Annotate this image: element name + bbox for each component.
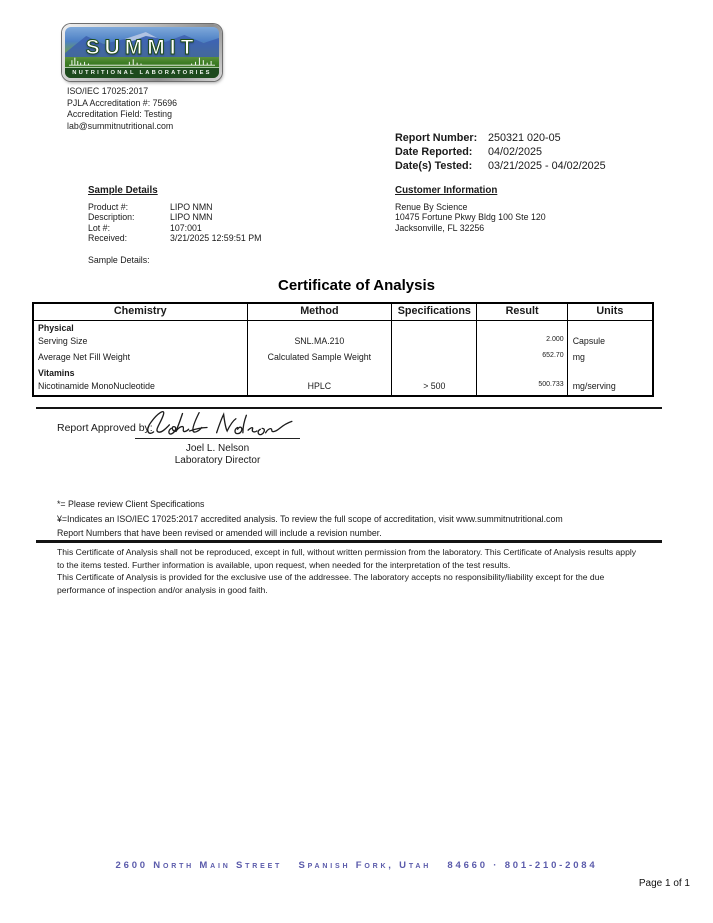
logo-tagline: NUTRITIONAL LABORATORIES bbox=[65, 67, 219, 78]
sample-detail-label: Description: bbox=[88, 212, 135, 223]
report-info-label: Report Number: bbox=[395, 132, 478, 144]
cell-result: 652.70 bbox=[476, 350, 566, 366]
cell-units bbox=[567, 321, 652, 334]
cell-units: mg/serving bbox=[567, 379, 652, 395]
footnote-line: ¥=Indicates an ISO/IEC 17025:2017 accredited analysis. To review the full scope of accreditation, visit www.summitnutritional.com bbox=[57, 513, 563, 524]
table-row bbox=[34, 350, 652, 366]
accreditation-block bbox=[67, 86, 177, 132]
disclaimer-line: This Certificate of Analysis is provided for the exclusive use of the addressee. The laboratory accepts no responsibility/liability except for the due bbox=[57, 572, 605, 583]
sample-detail-value: 107:001 bbox=[170, 222, 202, 233]
report-info-value: 03/21/2025 - 04/02/2025 bbox=[488, 160, 606, 173]
sample-details-extra-label: Sample Details: bbox=[88, 255, 150, 265]
report-info-row bbox=[395, 159, 606, 173]
cell-method: HPLC bbox=[247, 379, 392, 395]
sample-detail-value: 3/21/2025 12:59:51 PM bbox=[170, 233, 262, 244]
cell-method: Calculated Sample Weight bbox=[247, 350, 392, 366]
cell-result: 500.733 bbox=[476, 379, 566, 395]
sample-details-heading: Sample Details bbox=[88, 185, 158, 196]
page-number: Page 1 of 1 bbox=[638, 878, 690, 889]
cell-specifications bbox=[391, 350, 476, 366]
table-header-cell: Units bbox=[567, 304, 652, 320]
disclaimer-line: This Certificate of Analysis shall not be reproduced, except in full, without written permission from the laboratory. This Certificate of Analysis results apply bbox=[57, 547, 637, 557]
cell-result bbox=[476, 321, 566, 334]
disclaimer-line: to the items tested. Further information is available, upon request, when needed for the interpretation of the test results. bbox=[57, 559, 511, 570]
accreditation-line: Accreditation Field: Testing bbox=[67, 109, 172, 120]
divider-after-table bbox=[36, 407, 662, 409]
sample-detail-row bbox=[88, 233, 261, 244]
cell-result: 2.000 bbox=[476, 334, 566, 350]
disclaimer-line: performance of inspection and/or analysis in good faith. bbox=[57, 584, 268, 595]
table-header-cell: Chemistry bbox=[113, 305, 167, 317]
customer-info-lines bbox=[395, 202, 546, 234]
logo-brand: SUMMIT bbox=[85, 36, 199, 59]
footnote-line: *= Please review Client Specifications bbox=[57, 499, 205, 509]
report-info-value: 04/02/2025 bbox=[488, 146, 543, 159]
sample-detail-row bbox=[88, 202, 261, 213]
table-row bbox=[34, 321, 652, 334]
sample-details-block bbox=[88, 186, 261, 244]
signer-title: Laboratory Director bbox=[174, 454, 261, 466]
cell-chemistry: Nicotinamide MonoNucleotide bbox=[38, 380, 155, 391]
summit-logo bbox=[62, 24, 222, 81]
signer-block bbox=[135, 443, 300, 466]
signer-name: Joel L. Nelson bbox=[185, 443, 250, 454]
sample-detail-label: Received: bbox=[88, 233, 128, 244]
logo-landscape bbox=[65, 27, 219, 78]
chromatogram-peaks-icon bbox=[69, 56, 215, 66]
cell-method bbox=[247, 366, 392, 379]
table-header-row bbox=[34, 304, 652, 321]
cell-specifications bbox=[391, 334, 476, 350]
disclaimer-block bbox=[57, 546, 636, 596]
cell-chemistry: Average Net Fill Weight bbox=[38, 351, 131, 362]
accreditation-line: PJLA Accreditation #: 75696 bbox=[67, 97, 178, 108]
sample-detail-row bbox=[88, 212, 261, 223]
report-info-value: 250321 020-05 bbox=[488, 132, 561, 144]
sample-detail-label: Product #: bbox=[88, 201, 129, 212]
cell-method bbox=[247, 321, 392, 334]
signature-line bbox=[135, 403, 300, 439]
customer-info-heading: Customer Information bbox=[395, 185, 498, 196]
customer-info-line: Jacksonville, FL 32256 bbox=[395, 222, 485, 233]
divider-before-disclaimer bbox=[36, 540, 662, 543]
sample-detail-label: Lot #: bbox=[88, 222, 111, 233]
sample-detail-row bbox=[88, 223, 261, 234]
footnotes-block bbox=[57, 497, 563, 541]
cell-units bbox=[567, 366, 652, 379]
footnote-line: Report Numbers that have been revised or amended will include a revision number. bbox=[57, 528, 382, 539]
report-info-label: Date(s) Tested: bbox=[395, 160, 473, 173]
results-table bbox=[32, 302, 654, 397]
customer-info-block bbox=[395, 186, 546, 233]
footer-address: 2600 North Main Street Spanish Fork, Utah 84660 · 801-210-2084 bbox=[115, 860, 598, 871]
accreditation-line: ISO/IEC 17025:2017 bbox=[67, 86, 149, 96]
cell-specifications bbox=[391, 366, 476, 379]
sample-details-rows bbox=[88, 202, 261, 244]
table-row bbox=[34, 379, 652, 395]
customer-info-line: Renue By Science bbox=[395, 201, 468, 212]
table-body bbox=[34, 321, 652, 395]
cell-chemistry: Physical bbox=[38, 322, 74, 333]
table-row bbox=[34, 334, 652, 350]
sample-detail-value: LIPO NMN bbox=[170, 201, 213, 212]
page-title: Certificate of Analysis bbox=[278, 277, 435, 294]
customer-info-line: 10475 Fortune Pkwy Bldg 100 Ste 120 bbox=[395, 212, 546, 223]
sample-detail-value: LIPO NMN bbox=[170, 212, 213, 223]
cell-specifications bbox=[391, 321, 476, 334]
table-row bbox=[34, 366, 652, 379]
cell-chemistry: Serving Size bbox=[38, 335, 88, 346]
cell-chemistry: Vitamins bbox=[38, 367, 75, 378]
cell-units: Capsule bbox=[567, 334, 652, 350]
report-info-block bbox=[395, 131, 606, 174]
cell-result bbox=[476, 366, 566, 379]
report-info-label: Date Reported: bbox=[395, 146, 473, 159]
signature-joel-nelson bbox=[135, 403, 300, 438]
cell-specifications: > 500 bbox=[391, 379, 476, 395]
report-info-row bbox=[395, 145, 606, 159]
report-info-row bbox=[395, 131, 606, 145]
cell-method: SNL.MA.210 bbox=[247, 334, 392, 350]
cell-units: mg bbox=[567, 350, 652, 366]
report-approved-by-label: Report Approved by: bbox=[57, 422, 153, 434]
accreditation-line: lab@summitnutritional.com bbox=[67, 120, 174, 131]
table-header-cell: Method bbox=[247, 304, 392, 320]
table-header-cell: Specifications bbox=[391, 304, 476, 320]
table-header-cell: Result bbox=[476, 304, 566, 320]
